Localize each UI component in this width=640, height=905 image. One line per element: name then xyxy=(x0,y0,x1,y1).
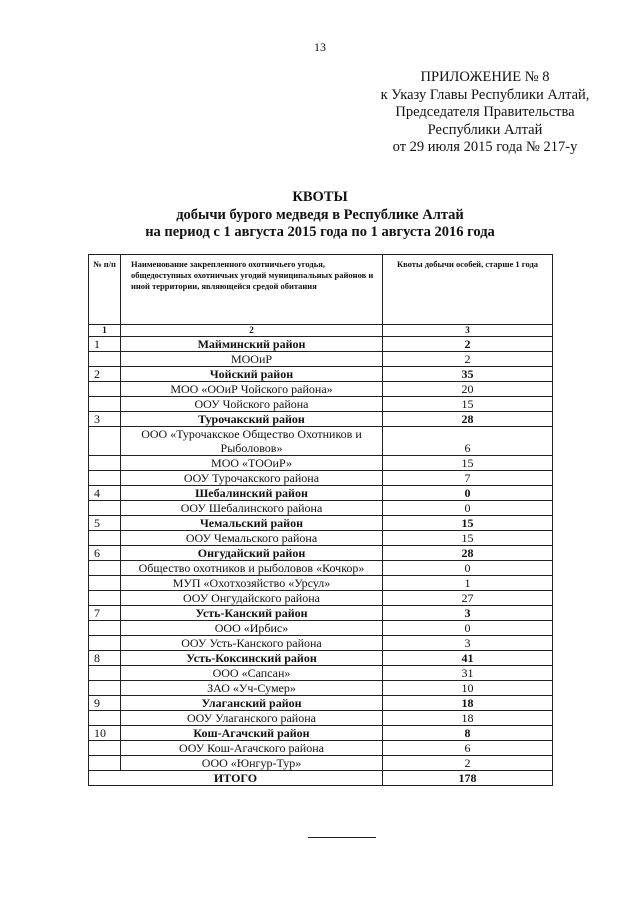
row-name: Чойский район xyxy=(121,367,383,382)
row-number xyxy=(89,427,121,456)
header-quota: Квоты добычи особей, старше 1 года xyxy=(383,255,553,325)
district-row xyxy=(89,486,553,501)
row-name: Усть-Коксинский район xyxy=(121,651,383,666)
district-row xyxy=(89,651,553,666)
appendix-line: ПРИЛОЖЕНИЕ № 8 xyxy=(420,69,550,85)
district-row xyxy=(89,337,553,352)
district-row xyxy=(89,726,553,741)
row-number xyxy=(89,561,121,576)
row-quota: 28 xyxy=(383,546,553,561)
row-quota: 20 xyxy=(383,382,553,397)
row-quota: 28 xyxy=(383,412,553,427)
district-row xyxy=(89,412,553,427)
table-row xyxy=(89,621,553,636)
row-name: Шебалинский район xyxy=(121,486,383,501)
row-number xyxy=(89,352,121,367)
column-index: 3 xyxy=(383,325,553,337)
title-line: КВОТЫ xyxy=(292,189,348,205)
row-number: 9 xyxy=(89,696,121,711)
row-name: Кош-Агачский район xyxy=(121,726,383,741)
row-name: ООУ Шебалинского района xyxy=(121,501,383,516)
table-row xyxy=(89,501,553,516)
table-row xyxy=(89,352,553,367)
row-number xyxy=(89,576,121,591)
row-number: 3 xyxy=(89,412,121,427)
row-quota: 7 xyxy=(383,471,553,486)
table-row xyxy=(89,711,553,726)
row-quota: 2 xyxy=(383,352,553,367)
table-row xyxy=(89,576,553,591)
row-name: МОО «ООиР Чойского района» xyxy=(121,382,383,397)
row-quota: 6 xyxy=(383,427,553,456)
row-name: Турочакский район xyxy=(121,412,383,427)
row-number: 4 xyxy=(89,486,121,501)
row-quota: 0 xyxy=(383,561,553,576)
title-line: добычи бурого медведя в Республике Алтай xyxy=(176,206,464,223)
row-name: ООО «Турочакское Общество Охотников и Рыболовов» xyxy=(121,427,383,456)
row-quota: 8 xyxy=(383,726,553,741)
row-quota: 18 xyxy=(383,711,553,726)
row-number xyxy=(89,621,121,636)
total-row xyxy=(89,771,553,786)
table-row xyxy=(89,666,553,681)
table-row xyxy=(89,471,553,486)
row-quota: 27 xyxy=(383,591,553,606)
table-row xyxy=(89,382,553,397)
row-quota: 2 xyxy=(383,337,553,352)
appendix-line: Республики Алтай xyxy=(427,121,543,138)
row-number xyxy=(89,397,121,412)
district-row xyxy=(89,516,553,531)
column-index-row xyxy=(89,325,553,337)
row-name: ООО «Ирбис» xyxy=(121,621,383,636)
row-name: ООУ Усть-Канского района xyxy=(121,636,383,651)
title-line: на период с 1 августа 2015 года по 1 августа 2016 года xyxy=(145,224,495,240)
appendix-line: от 29 июля 2015 года № 217-у xyxy=(392,139,578,155)
district-row xyxy=(89,367,553,382)
row-quota: 35 xyxy=(383,367,553,382)
quota-table xyxy=(88,254,553,786)
row-name: Улаганский район xyxy=(121,696,383,711)
row-number xyxy=(89,456,121,471)
district-row xyxy=(89,546,553,561)
column-index: 2 xyxy=(121,325,383,337)
row-quota: 2 xyxy=(383,756,553,771)
row-name: Общество охотников и рыболовов «Кочкор» xyxy=(121,561,383,576)
row-name: ООО «Юнгур-Тур» xyxy=(121,756,383,771)
row-quota: 3 xyxy=(383,606,553,621)
appendix-line: Председателя Правительства xyxy=(395,104,575,120)
row-number xyxy=(89,501,121,516)
page-number: 13 xyxy=(314,40,326,54)
table-row xyxy=(89,561,553,576)
table-row xyxy=(89,456,553,471)
footer-divider xyxy=(308,837,376,838)
row-number xyxy=(89,741,121,756)
row-number: 1 xyxy=(89,337,121,352)
row-quota: 15 xyxy=(383,531,553,546)
row-quota: 3 xyxy=(383,636,553,651)
table-row xyxy=(89,397,553,412)
total-label: ИТОГО xyxy=(89,771,383,786)
row-name: ООУ Улаганского района xyxy=(121,711,383,726)
row-quota: 10 xyxy=(383,681,553,696)
row-number xyxy=(89,756,121,771)
row-name: Чемальский район xyxy=(121,516,383,531)
row-number: 7 xyxy=(89,606,121,621)
row-name: МУП «Охотхозяйство «Урсул» xyxy=(121,576,383,591)
row-quota: 15 xyxy=(383,516,553,531)
table-row xyxy=(89,591,553,606)
row-number xyxy=(89,531,121,546)
row-quota: 0 xyxy=(383,486,553,501)
row-quota: 1 xyxy=(383,576,553,591)
district-row xyxy=(89,696,553,711)
table-header-row xyxy=(89,255,553,325)
row-quota: 31 xyxy=(383,666,553,681)
row-quota: 18 xyxy=(383,696,553,711)
row-name: Усть-Канский район xyxy=(121,606,383,621)
row-quota: 15 xyxy=(383,397,553,412)
table-row xyxy=(89,756,553,771)
row-name: ООО «Сапсан» xyxy=(121,666,383,681)
appendix-header xyxy=(360,69,610,157)
appendix-line: к Указу Главы Республики Алтай, xyxy=(380,86,590,103)
row-name: ООУ Турочакского района xyxy=(121,471,383,486)
row-number xyxy=(89,711,121,726)
header-num: № п/п xyxy=(89,255,121,325)
header-name: Наименование закрепленного охотничьего угодья, общедоступных охотничьих угодий муниципальных районов и иной территории, являющейся средой обитания xyxy=(121,255,383,325)
row-name: ООУ Онгудайского района xyxy=(121,591,383,606)
row-name: ООУ Кош-Агачского района xyxy=(121,741,383,756)
document-title xyxy=(0,189,640,242)
table-row xyxy=(89,636,553,651)
row-number: 2 xyxy=(89,367,121,382)
row-number: 8 xyxy=(89,651,121,666)
table-row xyxy=(89,427,553,456)
row-quota: 0 xyxy=(383,621,553,636)
row-quota: 0 xyxy=(383,501,553,516)
column-index: 1 xyxy=(89,325,121,337)
row-name: МООиР xyxy=(121,352,383,367)
row-number xyxy=(89,681,121,696)
row-name: Онгудайский район xyxy=(121,546,383,561)
row-number xyxy=(89,471,121,486)
row-number: 6 xyxy=(89,546,121,561)
row-name: ООУ Чойского района xyxy=(121,397,383,412)
row-number: 10 xyxy=(89,726,121,741)
row-number xyxy=(89,591,121,606)
row-number xyxy=(89,636,121,651)
row-name: Майминский район xyxy=(121,337,383,352)
row-quota: 15 xyxy=(383,456,553,471)
table-row xyxy=(89,531,553,546)
table-row xyxy=(89,741,553,756)
district-row xyxy=(89,606,553,621)
row-name: ООУ Чемальского района xyxy=(121,531,383,546)
row-number: 5 xyxy=(89,516,121,531)
row-quota: 41 xyxy=(383,651,553,666)
row-number xyxy=(89,666,121,681)
row-name: МОО «ТООиР» xyxy=(121,456,383,471)
total-value: 178 xyxy=(383,771,553,786)
table-row xyxy=(89,681,553,696)
row-name: ЗАО «Уч-Сумер» xyxy=(121,681,383,696)
row-number xyxy=(89,382,121,397)
row-quota: 6 xyxy=(383,741,553,756)
